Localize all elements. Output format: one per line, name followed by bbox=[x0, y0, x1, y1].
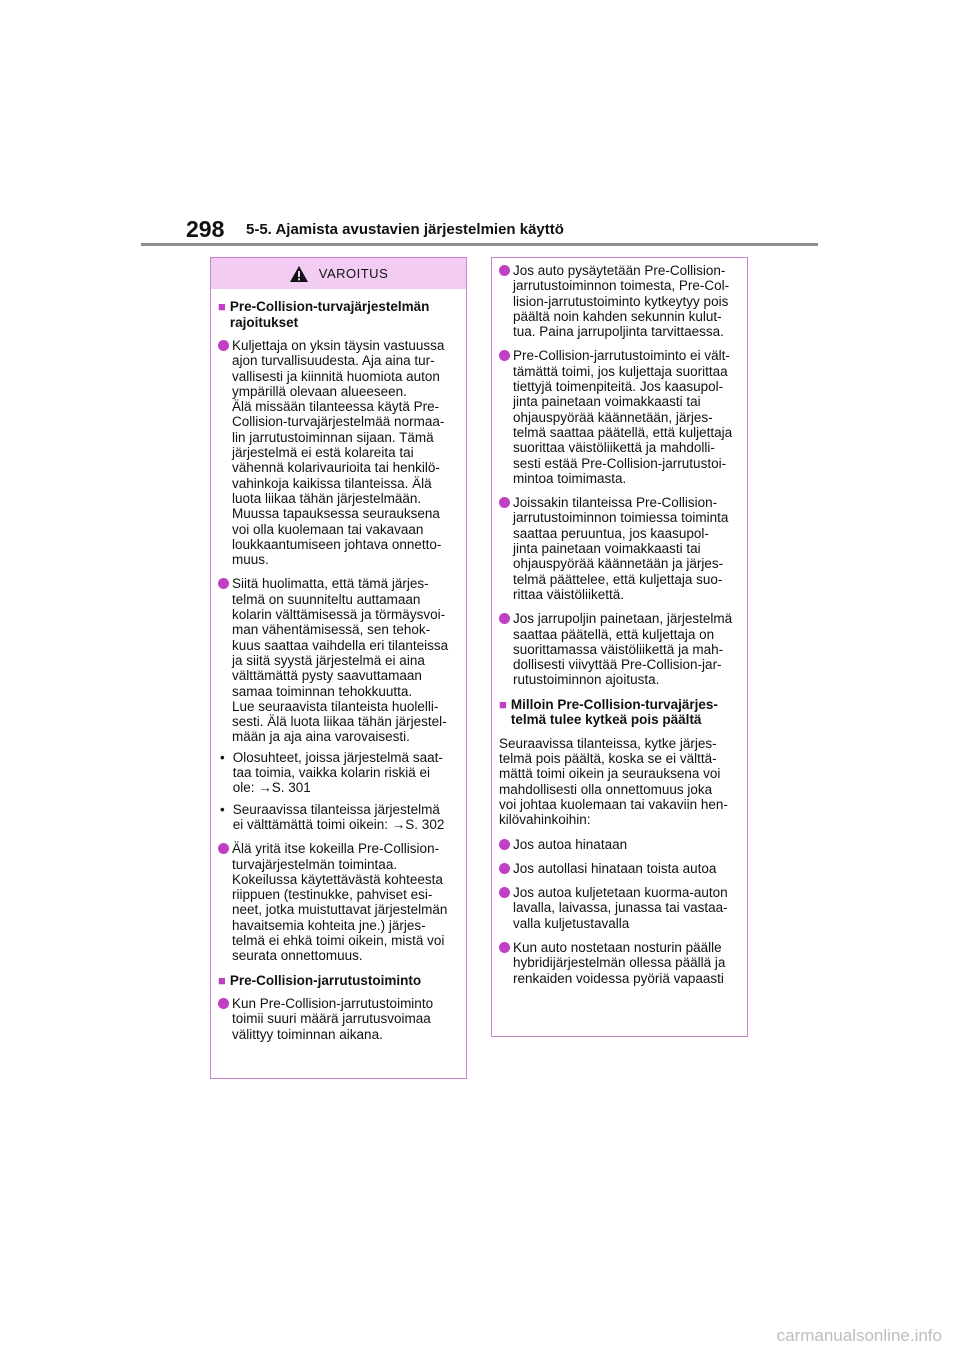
list-item-text: Pre-Collision-jarrutustoiminto ei vält- tämättä toimi, jos kuljettaja suorittaa tiettyjä toimenpiteitä. Jos kaasupol- jinta painetaan voimakkaasti tai ohjauspyörää käännetään, järjes- telmä saattaa päätellä, että kuljettaja suorittaa väistöliikettä ja mahdolli- sesti estää Pre-Collision-jarrutustoi- mintoa toimimasta. bbox=[513, 348, 733, 486]
sub-bullet-mark: • bbox=[220, 749, 225, 765]
warning-box bbox=[210, 257, 467, 1079]
watermark: carmanualsonline.info bbox=[776, 1326, 942, 1345]
list-item bbox=[499, 940, 740, 986]
list-item bbox=[218, 576, 459, 744]
bullet-dot-icon bbox=[499, 265, 510, 276]
list-item-text: Kun Pre-Collision-jarrutustoiminto toimii suuri määrä jarrutusvoimaa välittyy toiminnan aikana. bbox=[232, 996, 434, 1042]
list-item bbox=[499, 885, 740, 931]
bullet-dot-icon bbox=[218, 843, 229, 854]
section-heading bbox=[218, 973, 459, 989]
warning-label: VAROITUS bbox=[318, 266, 389, 281]
heading-text: Milloin Pre-Collision-turvajärjes- telmä tulee kytkeä pois päältä bbox=[510, 696, 718, 728]
bullet-dot-icon bbox=[218, 578, 229, 589]
section-heading bbox=[218, 299, 459, 330]
bullet-dot-icon bbox=[499, 350, 510, 361]
list-item-text: Jos autoa hinataan bbox=[513, 836, 628, 852]
sub-list-item-text: Seuraavissa tilanteissa järjestelmä ei välttämättä toimi oikein: →S. 302 bbox=[232, 801, 445, 832]
list-item-text: Jos autollasi hinataan toista autoa bbox=[513, 860, 717, 876]
list-item-text: Jos auto pysäytetään Pre-Collision- jarrutustoiminnon toimesta, Pre-Col- lision-jarrutustoiminto kytkeytyy pois päältä noin kahden sekunnin kulut- tua. Paina jarrupoljinta tarvittaessa. bbox=[513, 263, 730, 340]
list-item-text: Kun auto nostetaan nosturin päälle hybridijärjestelmän ollessa päällä ja renkaiden voidessa pyöriä vapaasti bbox=[513, 939, 726, 986]
bullet-dot-icon bbox=[499, 942, 510, 953]
list-item-text: Jos autoa kuljetetaan kuorma-auton lavalla, laivassa, junassa tai vastaa- valla kuljetustavalla bbox=[513, 885, 728, 931]
header-divider bbox=[141, 243, 818, 246]
bullet-dot-icon bbox=[499, 613, 510, 624]
warning-triangle-icon bbox=[289, 265, 309, 283]
square-bullet-icon: ■ bbox=[218, 972, 226, 988]
section-heading bbox=[499, 697, 740, 728]
bullet-dot-icon bbox=[218, 998, 229, 1009]
list-item bbox=[499, 263, 740, 339]
list-item-text: Siitä huolimatta, että tämä järjes- telmä on suunniteltu auttamaan kolarin välttämisessä ja törmäysvoi- man vähentämisessä, sen tehok- kuus saattaa vaihdella eri tilanteissa ja siitä syystä järjestelmä ei aina välttämättä pysty saavuttamaan samaa toiminnan tehokkuutta. Lue seuraavista tilanteista huolelli- sesti. Älä luota liikaa tähän järjestel- mään ja aja aina varovaisesti. bbox=[232, 576, 449, 745]
sub-list-item bbox=[218, 750, 459, 796]
list-item bbox=[218, 996, 459, 1042]
square-bullet-icon: ■ bbox=[499, 696, 507, 712]
list-item bbox=[499, 861, 740, 876]
bullet-dot-icon bbox=[499, 839, 510, 850]
list-item bbox=[499, 837, 740, 852]
list-item-text: Jos jarrupoljin painetaan, järjestelmä saattaa päätellä, että kuljettaja on suorittamassa väistöliikettä ja mah- dollisesti viivyttää Pre-Collision-jar- rutustoiminnon ajoitusta. bbox=[513, 611, 733, 688]
heading-text: Pre-Collision-jarrutustoiminto bbox=[229, 972, 422, 988]
paragraph: Seuraavissa tilanteissa, kytke järjes- telmä pois päältä, koska se ei välttä- mättä toimi oikein ja seurauksena voi mahdollisesti olla onnettomuus joka voi johtaa kuolemaan tai vakaviin hen- kilövahinkoihin: bbox=[499, 735, 728, 828]
list-item bbox=[499, 348, 740, 486]
bullet-dot-icon bbox=[499, 863, 510, 874]
list-item bbox=[218, 338, 459, 567]
warning-header bbox=[211, 258, 466, 289]
sub-list-item bbox=[218, 802, 459, 833]
list-item-text: Älä yritä itse kokeilla Pre-Collision- turvajärjestelmän toimintaa. Kokeilussa käytettävästä kohteesta riippuen (testinukke, pahviset esi- neet, jotka muistuttavat järjestelmän havaitsemia kohteita jne.) järjes- telmä ei ehkä toimi oikein, mistä voi seurata onnettomuus. bbox=[232, 841, 448, 964]
page-number: 298 bbox=[186, 216, 225, 242]
bullet-dot-icon bbox=[218, 340, 229, 351]
square-bullet-icon: ■ bbox=[218, 299, 226, 314]
section-title: 5-5. Ajamista avustavien järjestelmien käyttö bbox=[246, 221, 564, 238]
list-item bbox=[499, 611, 740, 687]
list-item-text: Kuljettaja on yksin täysin vastuussa ajon turvallisuudesta. Aja aina tur- vallisesti ja kiinnitä huomiota auton ympärillä olevaan alueeseen. Älä missään tilanteessa käytä Pre- Collision-turvajärjestelmää normaa- lin jarrutustoiminnan sijaan. Tämä järjestelmä ei estä kolareita tai vähennä kolarivaurioita tai henkilö- vahinkoja kaikissa tilanteissa. Älä luota liikaa tähän järjestelmään. Muussa tapauksessa seurauksena voi olla kuolemaan tai vakavaan loukkaantumiseen johtava onnetto- muus. bbox=[232, 338, 445, 568]
list-item bbox=[499, 495, 740, 602]
warning-box-continued bbox=[491, 257, 748, 1037]
bullet-dot-icon bbox=[499, 887, 510, 898]
list-item bbox=[218, 841, 459, 963]
sub-bullet-mark: • bbox=[220, 801, 225, 817]
sub-list-item-text: Olosuhteet, joissa järjestelmä saat- taa toimia, vaikka kolarin riskiä ei ole: →S. 301 bbox=[232, 749, 443, 796]
heading-text: Pre-Collision-turvajärjestelmän rajoitukset bbox=[229, 299, 430, 330]
list-item-text: Joissakin tilanteissa Pre-Collision- jarrutustoiminnon toimiessa toiminta saattaa peruuntua, jos kaasupol- jinta painetaan voimakkaasti tai ohjauspyörää käännetään ja järjes- telmä päättelee, että kuljettaja suo- rittaa väistöliikettä. bbox=[513, 495, 729, 602]
bullet-dot-icon bbox=[499, 497, 510, 508]
